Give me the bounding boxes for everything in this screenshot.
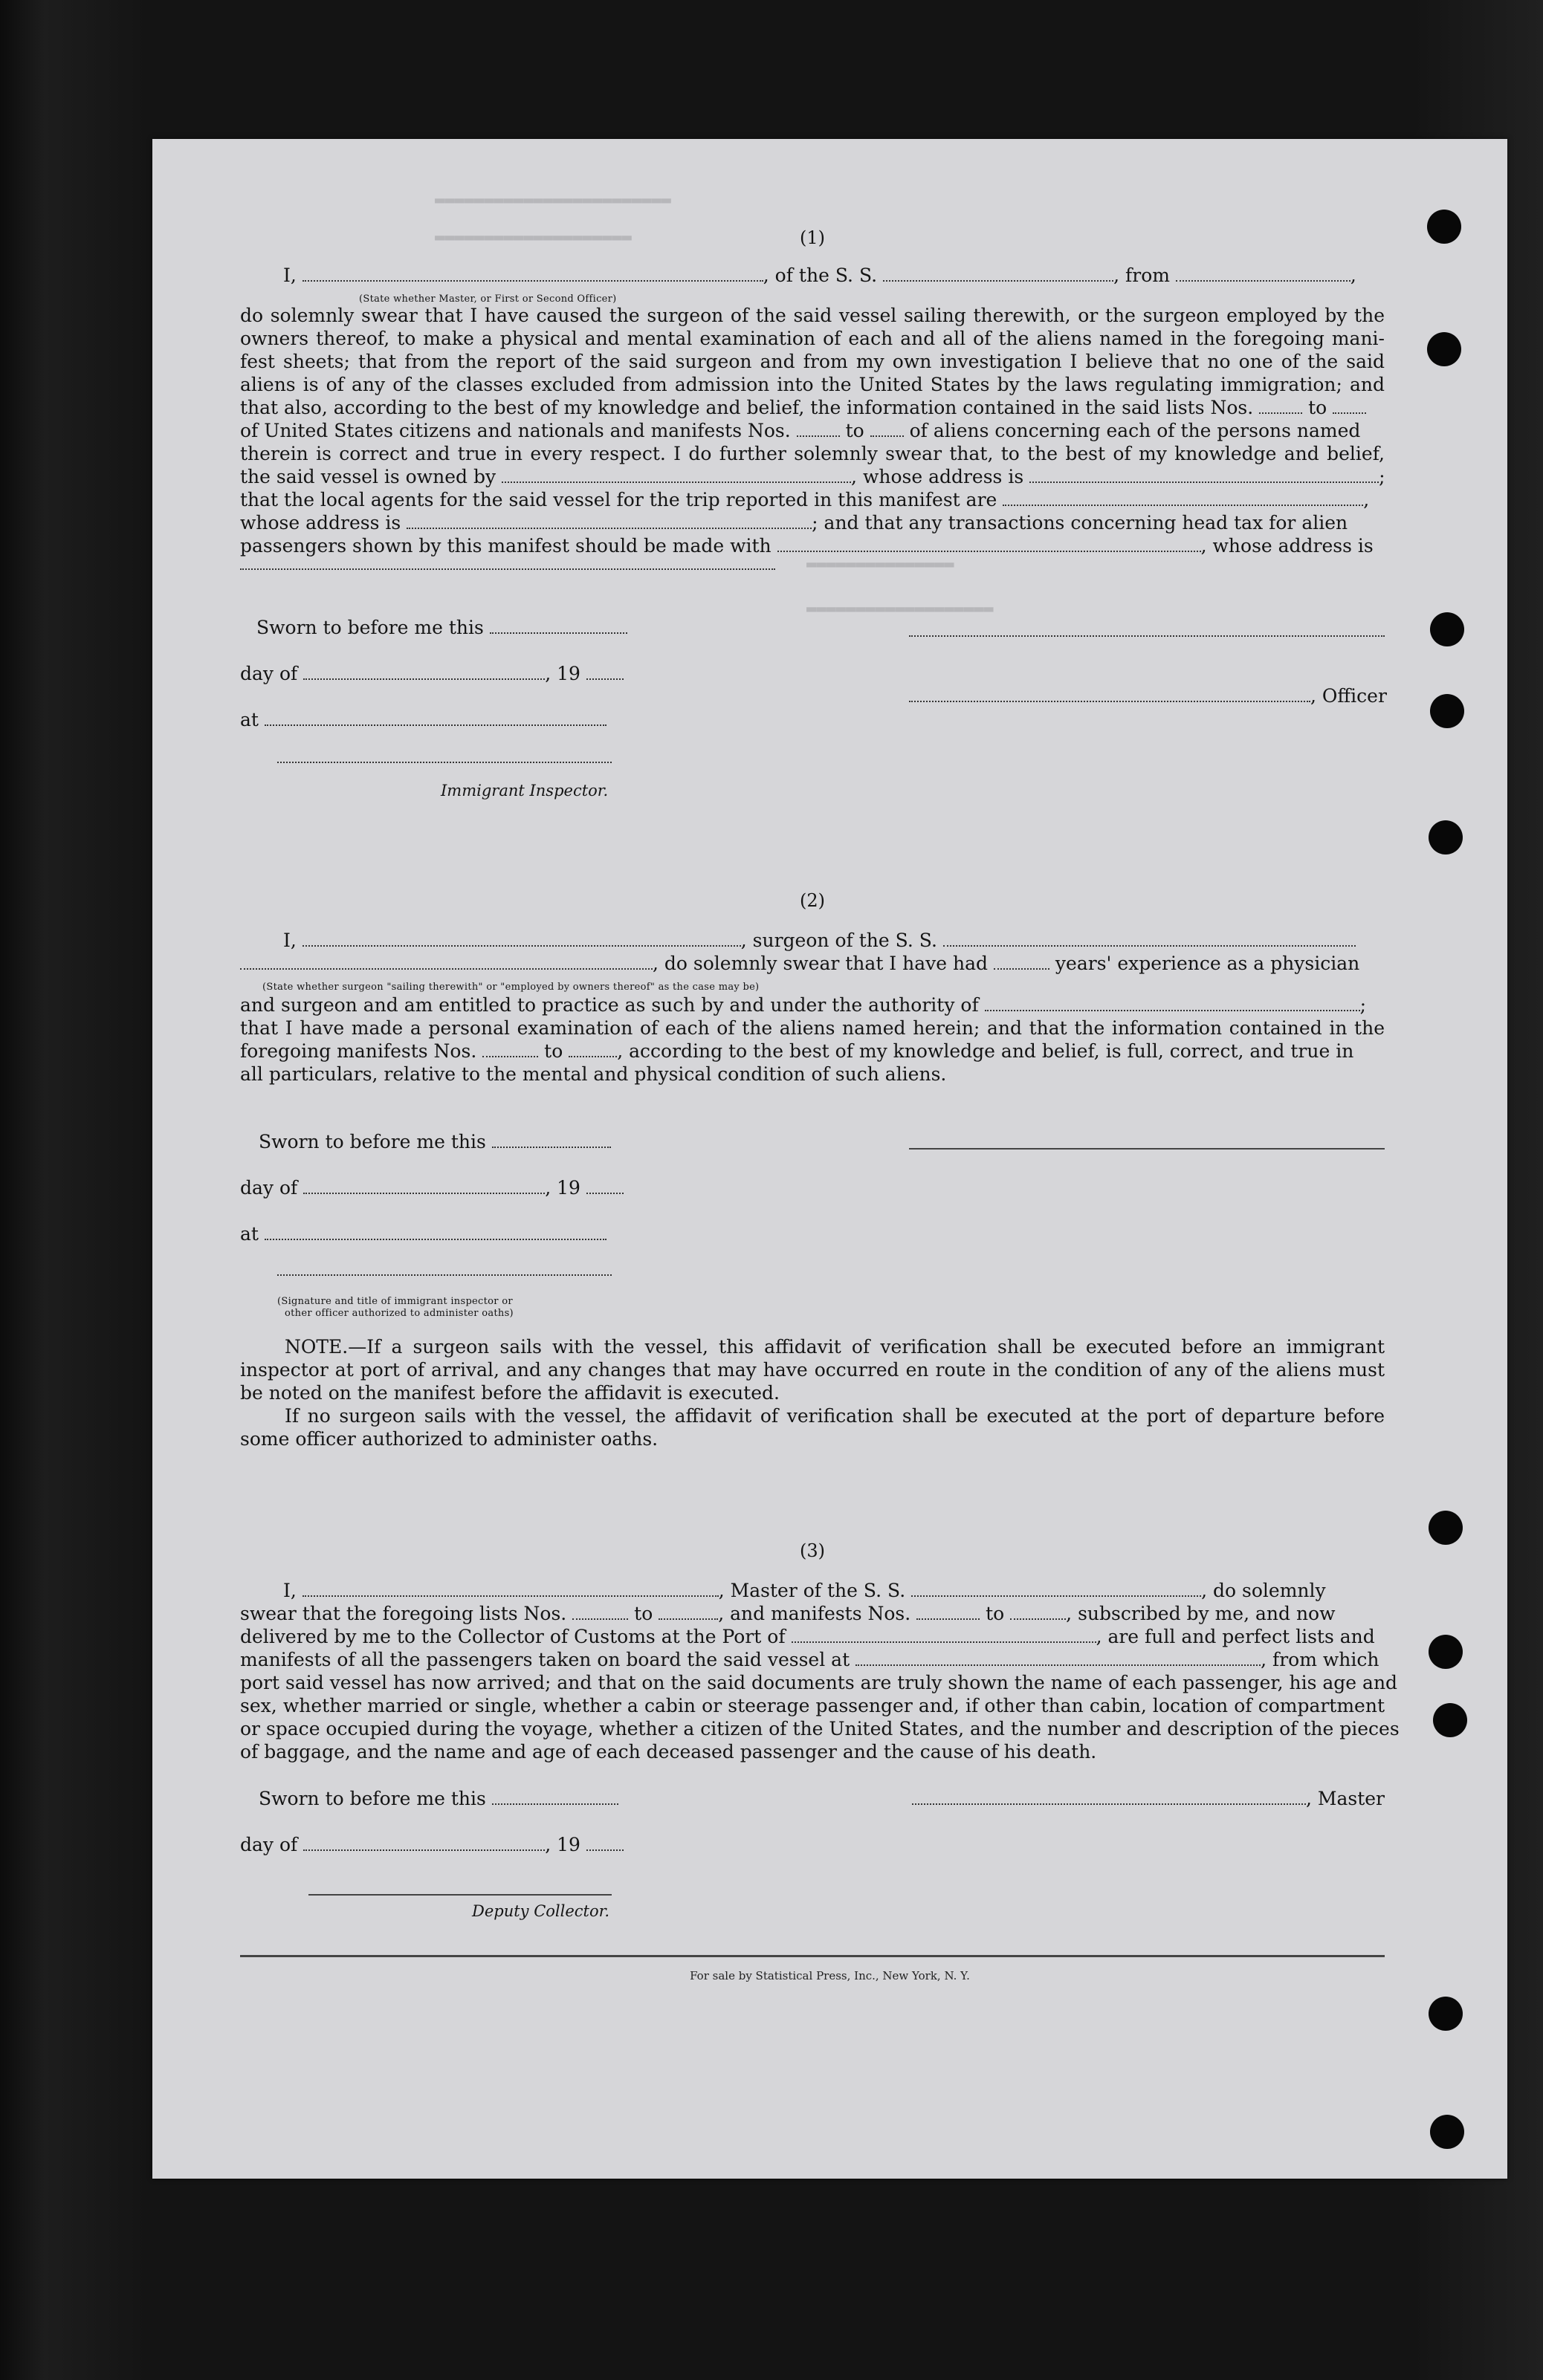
officer-name-field[interactable] <box>303 265 763 282</box>
officer-rank-caption: (State whether Master, or First or Second Officer) <box>359 294 617 305</box>
day-month-field[interactable] <box>303 1835 545 1851</box>
day-month-field[interactable] <box>303 1178 545 1194</box>
signature-caption: (Signature and title of immigrant inspector or <box>277 1296 513 1307</box>
year-field[interactable] <box>586 1835 624 1851</box>
punch-hole <box>1427 210 1461 244</box>
master-text-line: of baggage, and the name and age of each deceased passenger and the cause of his death. <box>240 1741 1097 1763</box>
officer-signature-line: , Officer <box>909 684 1385 707</box>
agents-address-line: whose address is ; and that any transactions concerning head tax for alien <box>240 512 1348 534</box>
manifest-verification-page <box>152 139 1507 2179</box>
punch-hole <box>1430 2115 1464 2149</box>
sworn-line: Sworn to before me this <box>256 616 1401 639</box>
day-of-line: day of , 19 <box>240 1833 1385 1856</box>
surgeon-status-caption: (State whether surgeon "sailing therewith" or "employed by owners thereof" as the case may be) <box>262 982 760 993</box>
at-place-field[interactable] <box>265 710 606 726</box>
punch-hole <box>1429 1511 1463 1545</box>
bleed-through-marks: ▬▬▬▬▬▬▬▬▬▬▬▬▬▬▬▬▬▬▬▬ <box>435 228 632 247</box>
year-field[interactable] <box>586 1178 624 1194</box>
surgeon-status-field[interactable] <box>240 953 653 970</box>
at-place-field[interactable] <box>265 1224 606 1240</box>
ship-name-field[interactable] <box>883 265 1113 282</box>
oath-text-line: do solemnly swear that I have caused the surgeon of the said vessel sailing therewith, or the surgeon employed by the <box>240 305 1385 326</box>
footer-divider <box>240 1955 1385 1957</box>
from-port-field[interactable] <box>1176 265 1350 282</box>
sworn-line: Sworn to before me this <box>259 1787 1403 1810</box>
list-from-field[interactable] <box>1259 398 1302 414</box>
officer-signature-field[interactable] <box>909 686 1310 702</box>
printer-imprint: For sale by Statistical Press, Inc., New York, N. Y. <box>690 1969 970 1982</box>
day-month-field[interactable] <box>303 664 545 680</box>
surgeon-text-line: all particulars, relative to the mental and physical condition of such aliens. <box>240 1063 947 1085</box>
owner-address-field[interactable] <box>1029 467 1379 483</box>
head-tax-contact-field[interactable] <box>777 536 1201 552</box>
bleed-through-marks: ▬▬▬▬▬▬▬▬▬▬▬▬▬▬▬▬▬▬▬ <box>806 600 994 618</box>
oath-text-line: owners thereof, to make a physical and mental examination of each and all of the aliens named in the foregoing mani- <box>240 328 1385 349</box>
authority-field[interactable] <box>985 995 1360 1011</box>
day-of-line: day of , 19 <box>240 1176 1385 1199</box>
at-line: at <box>240 708 1385 731</box>
bleed-through-marks: ▬▬▬▬▬▬▬▬▬▬▬▬▬▬▬▬▬▬▬▬▬▬▬▬ <box>435 191 671 210</box>
officer-name-line: I, , of the S. S. , from , <box>283 265 1356 286</box>
owner-line: the said vessel is owned by , whose address is ; <box>240 466 1385 487</box>
section-number: (2) <box>800 890 825 911</box>
master-lists-line: swear that the foregoing lists Nos. to , and manifests Nos. to , subscribed by me, and now <box>240 1603 1336 1624</box>
sworn-date-field[interactable] <box>492 1132 611 1148</box>
manifest-numbers-line: of United States citizens and nationals and manifests Nos. to of aliens concerning each of the persons named <box>240 420 1361 441</box>
master-list-from-field[interactable] <box>572 1604 628 1620</box>
inspector-signature-line[interactable] <box>277 762 612 763</box>
note-line: inspector at port of arrival, and any changes that may have occurred en route in the condition of any of the aliens must <box>240 1359 1385 1381</box>
inspector-caption: Immigrant Inspector. <box>441 782 609 800</box>
surgeon-manifest-from-field[interactable] <box>482 1041 538 1057</box>
punch-hole <box>1427 332 1461 366</box>
section-number: (1) <box>800 227 825 248</box>
port-line: delivered by me to the Collector of Customs at the Port of , are full and perfect lists and <box>240 1626 1375 1647</box>
local-agents-line: that the local agents for the said vessel for the trip reported in this manifest are , <box>240 489 1370 510</box>
sworn-date-field[interactable] <box>492 1789 618 1805</box>
punch-hole <box>1429 1997 1463 2031</box>
surgeon-manifests-line: foregoing manifests Nos. to , according to the best of my knowledge and belief, is full, correct, and true in <box>240 1040 1354 1062</box>
boarding-port-field[interactable] <box>855 1650 1261 1666</box>
signature-caption: other officer authorized to administer oaths) <box>285 1308 514 1319</box>
master-manifest-from-field[interactable] <box>916 1604 980 1620</box>
note-line: some officer authorized to administer oaths. <box>240 1428 659 1450</box>
note-line: NOTE.—If a surgeon sails with the vessel, this affidavit of verification shall be executed before an immigrant <box>285 1336 1385 1358</box>
surgeon-ship-field[interactable] <box>943 930 1356 947</box>
master-manifest-to-field[interactable] <box>1010 1604 1066 1620</box>
agents-address-field[interactable] <box>407 513 812 529</box>
note-line: If no surgeon sails with the vessel, the affidavit of verification shall be executed at the port of departure before <box>285 1405 1385 1427</box>
officer-signature-upper-line[interactable] <box>909 635 1385 637</box>
surgeon-signature-line[interactable] <box>909 1148 1385 1150</box>
years-experience-field[interactable] <box>994 953 1049 970</box>
surgeon-experience-line: , do solemnly swear that I have had years' experience as a physician <box>240 952 1385 975</box>
at-line: at <box>240 1222 1385 1245</box>
oath-text-line: aliens is of any of the classes excluded from admission into the United States by the laws regulating immigration; and <box>240 374 1385 395</box>
surgeon-name-field[interactable] <box>303 930 741 947</box>
lists-numbers-line: that also, according to the best of my knowledge and belief, the information contained in the said lists Nos. to <box>240 396 1385 419</box>
punch-hole <box>1429 820 1463 855</box>
year-field[interactable] <box>586 664 624 680</box>
master-list-to-field[interactable] <box>659 1604 718 1620</box>
master-text-line: or space occupied during the voyage, whether a citizen of the United States, and the number and description of the pieces <box>240 1718 1400 1739</box>
day-of-line: day of , 19 <box>240 662 1385 685</box>
deputy-collector-caption: Deputy Collector. <box>472 1902 610 1920</box>
boarding-port-line: manifests of all the passengers taken on board the said vessel at , from which <box>240 1649 1379 1670</box>
punch-hole <box>1430 612 1464 646</box>
customs-port-field[interactable] <box>792 1627 1096 1643</box>
master-signature-field[interactable] <box>912 1789 1306 1805</box>
manifest-from-field[interactable] <box>797 421 840 437</box>
punch-hole <box>1429 1635 1463 1669</box>
surgeon-manifest-to-field[interactable] <box>569 1041 617 1057</box>
administering-officer-signature-line[interactable] <box>277 1274 612 1276</box>
surgeon-name-line: I, , surgeon of the S. S. <box>283 929 1428 952</box>
surgeon-text-line: that I have made a personal examination of each of the aliens named herein; and that the information contained in the <box>240 1017 1385 1039</box>
owner-field[interactable] <box>502 467 851 483</box>
oath-text-line: fest sheets; that from the report of the said surgeon and from my own investigation I believe that no one of the said <box>240 351 1385 372</box>
master-signature-line: , Master <box>909 1787 1385 1810</box>
section-number: (3) <box>800 1540 825 1561</box>
oath-text-line: therein is correct and true in every respect. I do further solemnly swear that, to the best of my knowledge and belief, <box>240 443 1385 464</box>
list-to-field[interactable] <box>1333 398 1366 414</box>
punch-hole <box>1430 694 1464 728</box>
sworn-date-field[interactable] <box>490 617 627 634</box>
master-text-line: port said vessel has now arrived; and that on the said documents are truly shown the name of each passenger, his age and <box>240 1672 1398 1693</box>
continuation-line[interactable] <box>240 568 775 570</box>
master-name-line: I, , Master of the S. S. , do solemnly <box>283 1580 1326 1601</box>
deputy-collector-signature-line[interactable] <box>308 1894 612 1896</box>
bleed-through-marks: ▬▬▬▬▬▬▬▬▬▬▬▬▬▬▬ <box>806 555 954 574</box>
master-text-line: sex, whether married or single, whether a cabin or steerage passenger and, if other than cabin, location of compartment <box>240 1695 1385 1716</box>
manifest-to-field[interactable] <box>870 421 904 437</box>
local-agents-field[interactable] <box>1003 490 1363 506</box>
master-ship-field[interactable] <box>911 1580 1201 1597</box>
punch-hole <box>1433 1703 1467 1737</box>
head-tax-line: passengers shown by this manifest should be made with , whose address is <box>240 535 1374 557</box>
master-name-field[interactable] <box>303 1580 719 1597</box>
sworn-line: Sworn to before me this <box>259 1130 1403 1153</box>
note-line: be noted on the manifest before the affidavit is executed. <box>240 1382 780 1404</box>
authority-line: and surgeon and am entitled to practice as such by and under the authority of ; <box>240 994 1367 1016</box>
